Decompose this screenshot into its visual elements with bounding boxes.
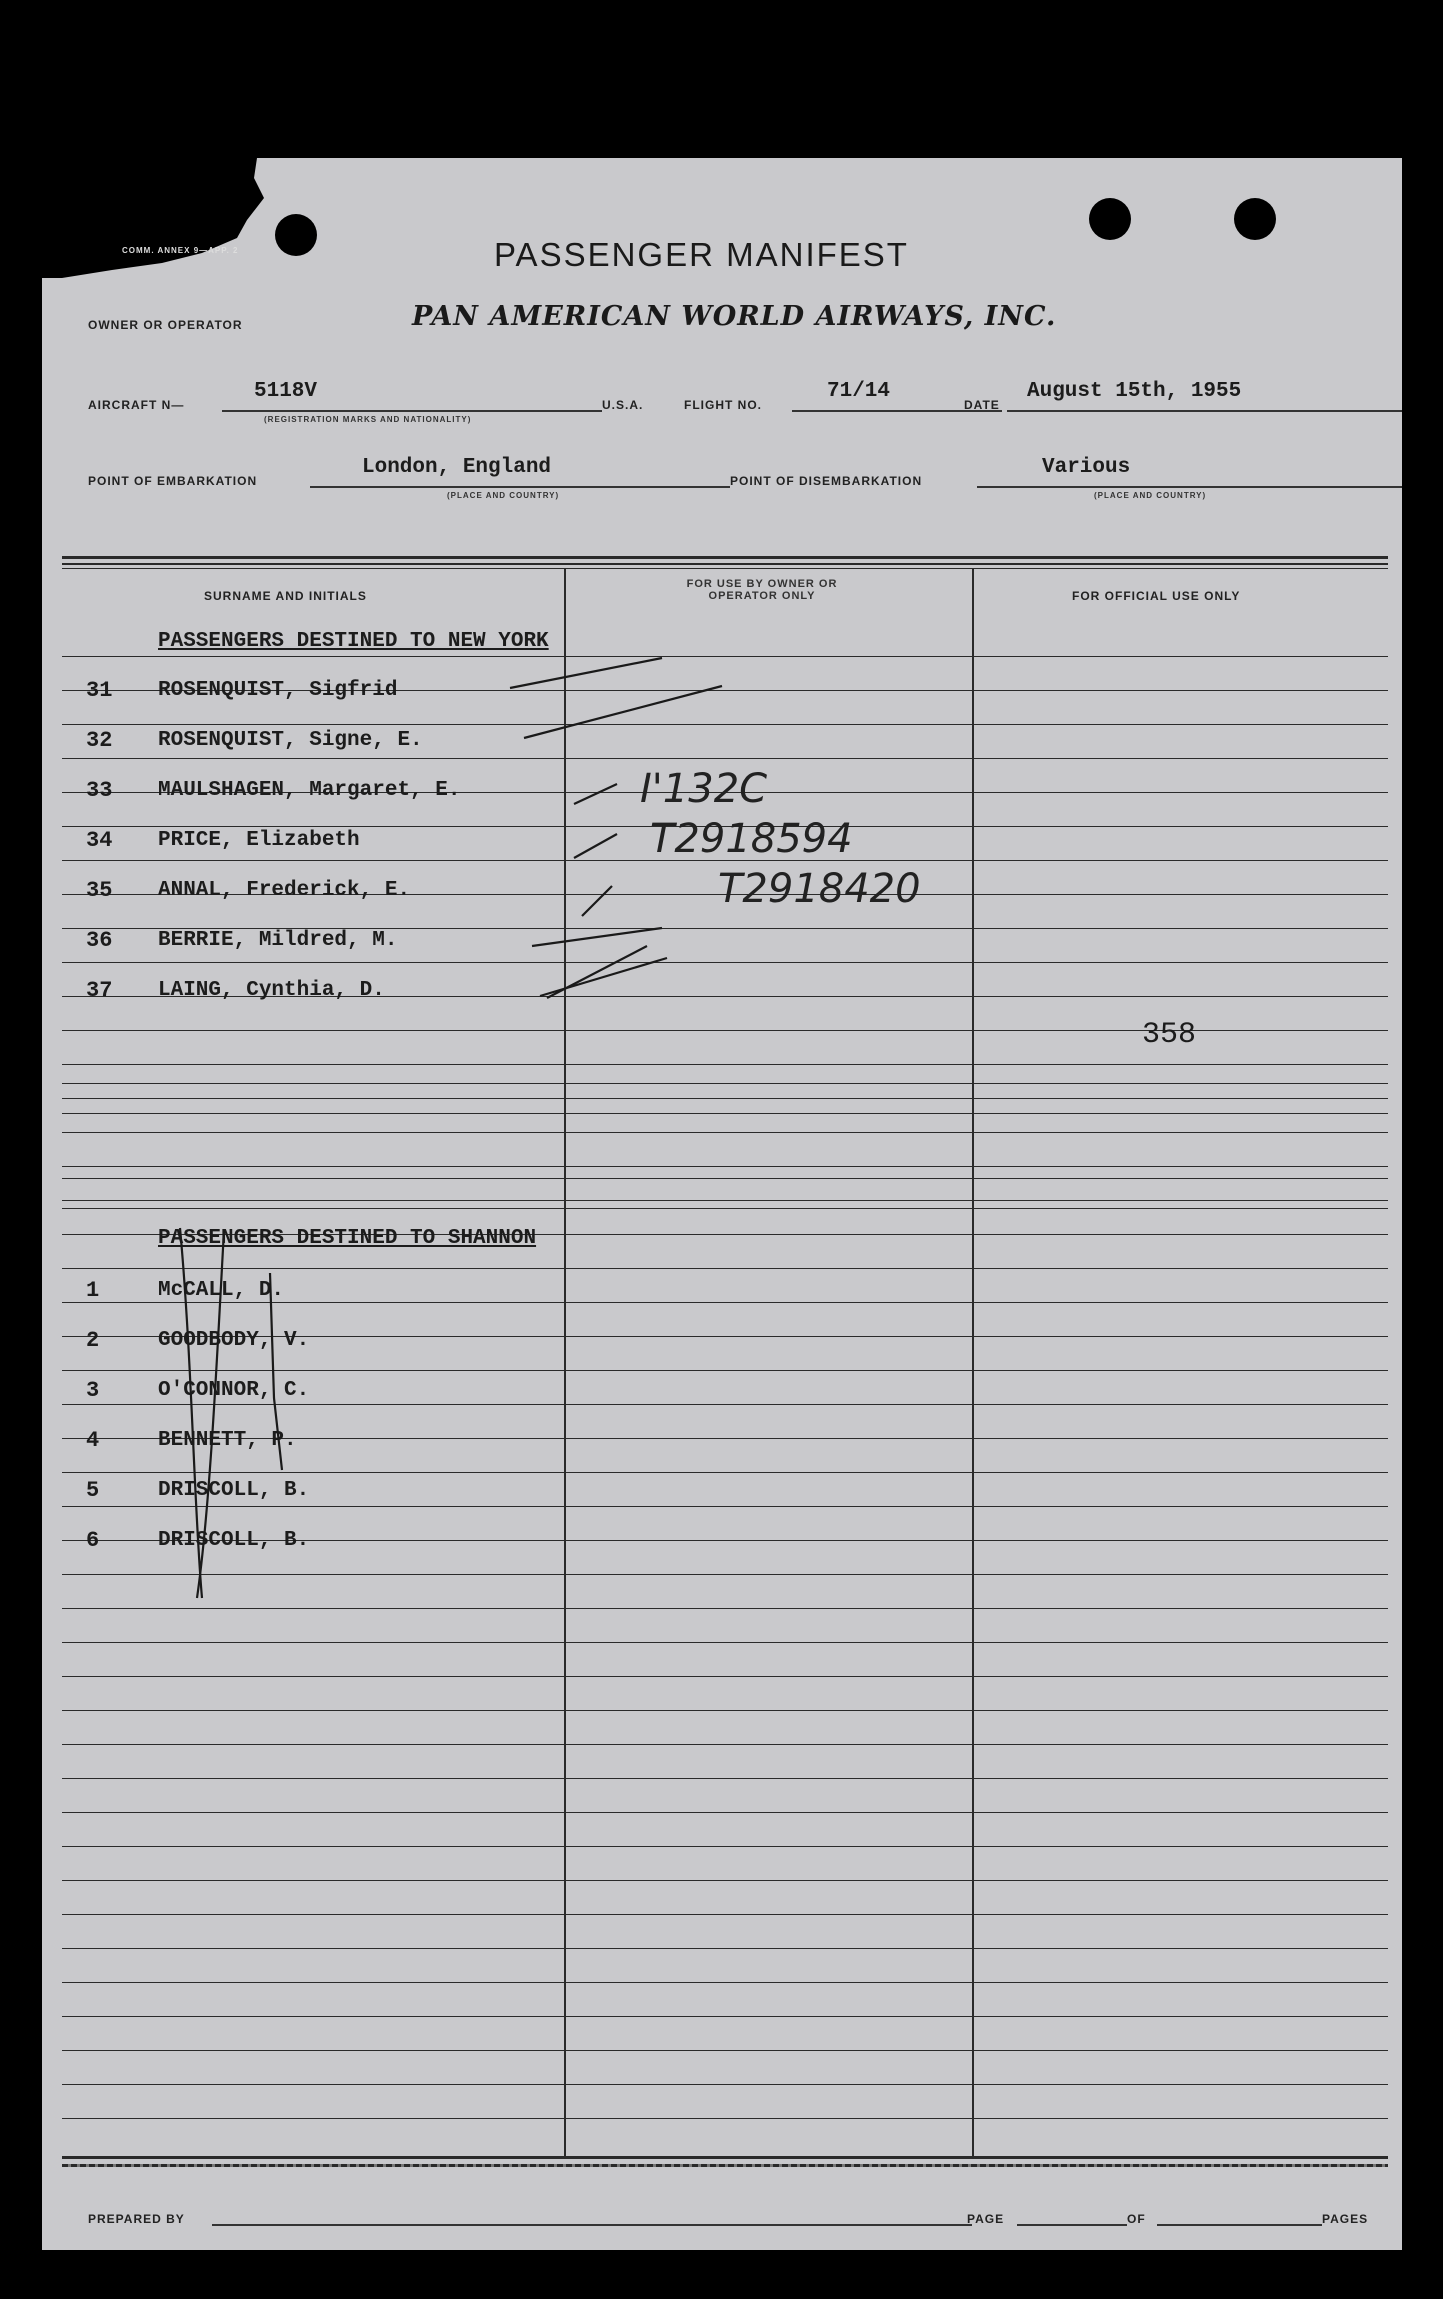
ruled-line bbox=[62, 1574, 1388, 1575]
column-header-surname: SURNAME AND INITIALS bbox=[204, 589, 367, 603]
handwritten-note: I'132C bbox=[640, 766, 768, 812]
ruled-line bbox=[62, 1948, 1388, 1949]
check-mark bbox=[582, 886, 612, 916]
passenger-number: 32 bbox=[86, 728, 113, 753]
pen-stroke bbox=[524, 686, 722, 738]
ruled-line bbox=[62, 962, 1388, 963]
corner-code: COMM. ANNEX 9—APP. 2 bbox=[122, 246, 239, 255]
ruled-line bbox=[62, 1812, 1388, 1813]
passenger-name: BERRIE, Mildred, M. bbox=[158, 929, 398, 952]
passenger-number: 36 bbox=[86, 928, 113, 953]
passenger-name: ROSENQUIST, Signe, E. bbox=[158, 729, 423, 752]
ruled-line bbox=[62, 1208, 1388, 1209]
passenger-name: PRICE, Elizabeth bbox=[158, 829, 360, 852]
form-title: PASSENGER MANIFEST bbox=[494, 236, 909, 273]
check-mark bbox=[574, 784, 617, 804]
date-value: August 15th, 1955 bbox=[1027, 380, 1242, 403]
owner-value: PAN AMERICAN WORLD AIRWAYS, INC. bbox=[412, 301, 1057, 332]
passenger-name: O'CONNOR, C. bbox=[158, 1379, 310, 1402]
passenger-name: ROSENQUIST, Sigfrid bbox=[158, 679, 398, 702]
passenger-name: DRISCOLL, B. bbox=[158, 1479, 310, 1502]
ruled-line bbox=[62, 1744, 1388, 1745]
ruled-line bbox=[62, 1676, 1388, 1677]
passenger-name: MAULSHAGEN, Margaret, E. bbox=[158, 779, 461, 802]
aircraft-value: 5118V bbox=[254, 380, 318, 403]
passenger-name: McCALL, D. bbox=[158, 1279, 285, 1302]
passenger-number: 33 bbox=[86, 778, 113, 803]
ruled-line bbox=[62, 724, 1388, 725]
column-divider-2 bbox=[972, 568, 974, 2158]
passenger-name: DRISCOLL, B. bbox=[158, 1529, 310, 1552]
page-label: PAGE bbox=[967, 2212, 1005, 2226]
pages-label: PAGES bbox=[1322, 2212, 1369, 2226]
ruled-line bbox=[62, 1472, 1388, 1473]
pen-marks bbox=[42, 158, 1402, 2250]
ruled-line bbox=[62, 1710, 1388, 1711]
pen-stroke bbox=[510, 658, 662, 688]
passenger-number: 3 bbox=[86, 1378, 100, 1403]
group-heading-shannon: PASSENGERS DESTINED TO SHANNON bbox=[158, 1227, 537, 1250]
check-mark bbox=[574, 834, 617, 858]
torn-corner bbox=[42, 158, 272, 278]
handwritten-note: T2918420 bbox=[718, 866, 921, 912]
ruled-line bbox=[62, 1302, 1388, 1303]
ruled-line bbox=[62, 1608, 1388, 1609]
ruled-line bbox=[62, 1880, 1388, 1881]
flight-label: FLIGHT NO. bbox=[684, 398, 762, 412]
ruled-line bbox=[62, 1404, 1388, 1405]
embarkation-place-note: (PLACE AND COUNTRY) bbox=[447, 491, 560, 500]
of-label: OF bbox=[1127, 2212, 1146, 2226]
ruled-line bbox=[62, 1132, 1388, 1133]
disembarkation-value: Various bbox=[1042, 456, 1131, 479]
ruled-line bbox=[62, 1506, 1388, 1507]
ruled-line bbox=[62, 2084, 1388, 2085]
manifest-sheet bbox=[42, 158, 1402, 2250]
pen-stroke bbox=[532, 928, 662, 946]
flight-value: 71/14 bbox=[827, 380, 891, 403]
prepared-by-label: PREPARED BY bbox=[88, 2212, 185, 2226]
ruled-line bbox=[62, 1778, 1388, 1779]
usa-label: U.S.A. bbox=[602, 398, 644, 412]
punch-hole-right bbox=[1234, 198, 1276, 240]
ruled-line bbox=[62, 1178, 1388, 1179]
disembarkation-label: POINT OF DISEMBARKATION bbox=[730, 474, 923, 488]
passenger-number: 2 bbox=[86, 1328, 100, 1353]
ruled-line bbox=[62, 1642, 1388, 1643]
date-label: DATE bbox=[964, 398, 1000, 412]
passenger-name: LAING, Cynthia, D. bbox=[158, 979, 385, 1002]
passenger-number: 31 bbox=[86, 678, 113, 703]
pen-stroke bbox=[547, 946, 647, 998]
ruled-line bbox=[62, 1268, 1388, 1269]
ruled-line bbox=[62, 1200, 1388, 1201]
column-header-official-use: FOR OFFICIAL USE ONLY bbox=[1072, 589, 1241, 603]
ruled-line bbox=[62, 1113, 1388, 1114]
passenger-number: 37 bbox=[86, 978, 113, 1003]
aircraft-label: AIRCRAFT N— bbox=[88, 398, 185, 412]
passenger-name: GOODBODY, V. bbox=[158, 1329, 310, 1352]
column-divider-1 bbox=[564, 568, 566, 2158]
ruled-line bbox=[62, 2050, 1388, 2051]
ruled-line bbox=[62, 758, 1388, 759]
owner-label: OWNER OR OPERATOR bbox=[88, 318, 243, 332]
passenger-number: 5 bbox=[86, 1478, 100, 1503]
registration-note: (REGISTRATION MARKS AND NATIONALITY) bbox=[264, 415, 472, 424]
ruled-line bbox=[62, 1083, 1388, 1084]
punch-hole-left bbox=[275, 214, 317, 256]
handwritten-note: T2918594 bbox=[650, 816, 853, 862]
ruled-line bbox=[62, 656, 1388, 657]
passenger-name: ANNAL, Frederick, E. bbox=[158, 879, 411, 902]
passenger-number: 35 bbox=[86, 878, 113, 903]
ruled-line bbox=[62, 2118, 1388, 2119]
embarkation-label: POINT OF EMBARKATION bbox=[88, 474, 258, 488]
pen-stroke bbox=[540, 958, 667, 996]
ruled-line bbox=[62, 1166, 1388, 1167]
group-heading-new-york: PASSENGERS DESTINED TO NEW YORK bbox=[158, 630, 549, 653]
column-header-owner-use: FOR USE BY OWNER OR OPERATOR ONLY bbox=[686, 578, 838, 602]
passenger-name: BENNETT, P. bbox=[158, 1429, 297, 1452]
passenger-number: 34 bbox=[86, 828, 113, 853]
passenger-number: 6 bbox=[86, 1528, 100, 1553]
ruled-line bbox=[62, 2016, 1388, 2017]
ruled-line bbox=[62, 1914, 1388, 1915]
ruled-line bbox=[62, 1846, 1388, 1847]
ruled-line bbox=[62, 1982, 1388, 1983]
passenger-number: 4 bbox=[86, 1428, 100, 1453]
official-stamp-number: 358 bbox=[1142, 1018, 1197, 1052]
ruled-line bbox=[62, 1064, 1388, 1065]
punch-hole-center bbox=[1089, 198, 1131, 240]
passenger-number: 1 bbox=[86, 1278, 100, 1303]
ruled-line bbox=[62, 1098, 1388, 1099]
disembarkation-place-note: (PLACE AND COUNTRY) bbox=[1094, 491, 1207, 500]
embarkation-value: London, England bbox=[362, 456, 552, 479]
ruled-line bbox=[62, 1370, 1388, 1371]
